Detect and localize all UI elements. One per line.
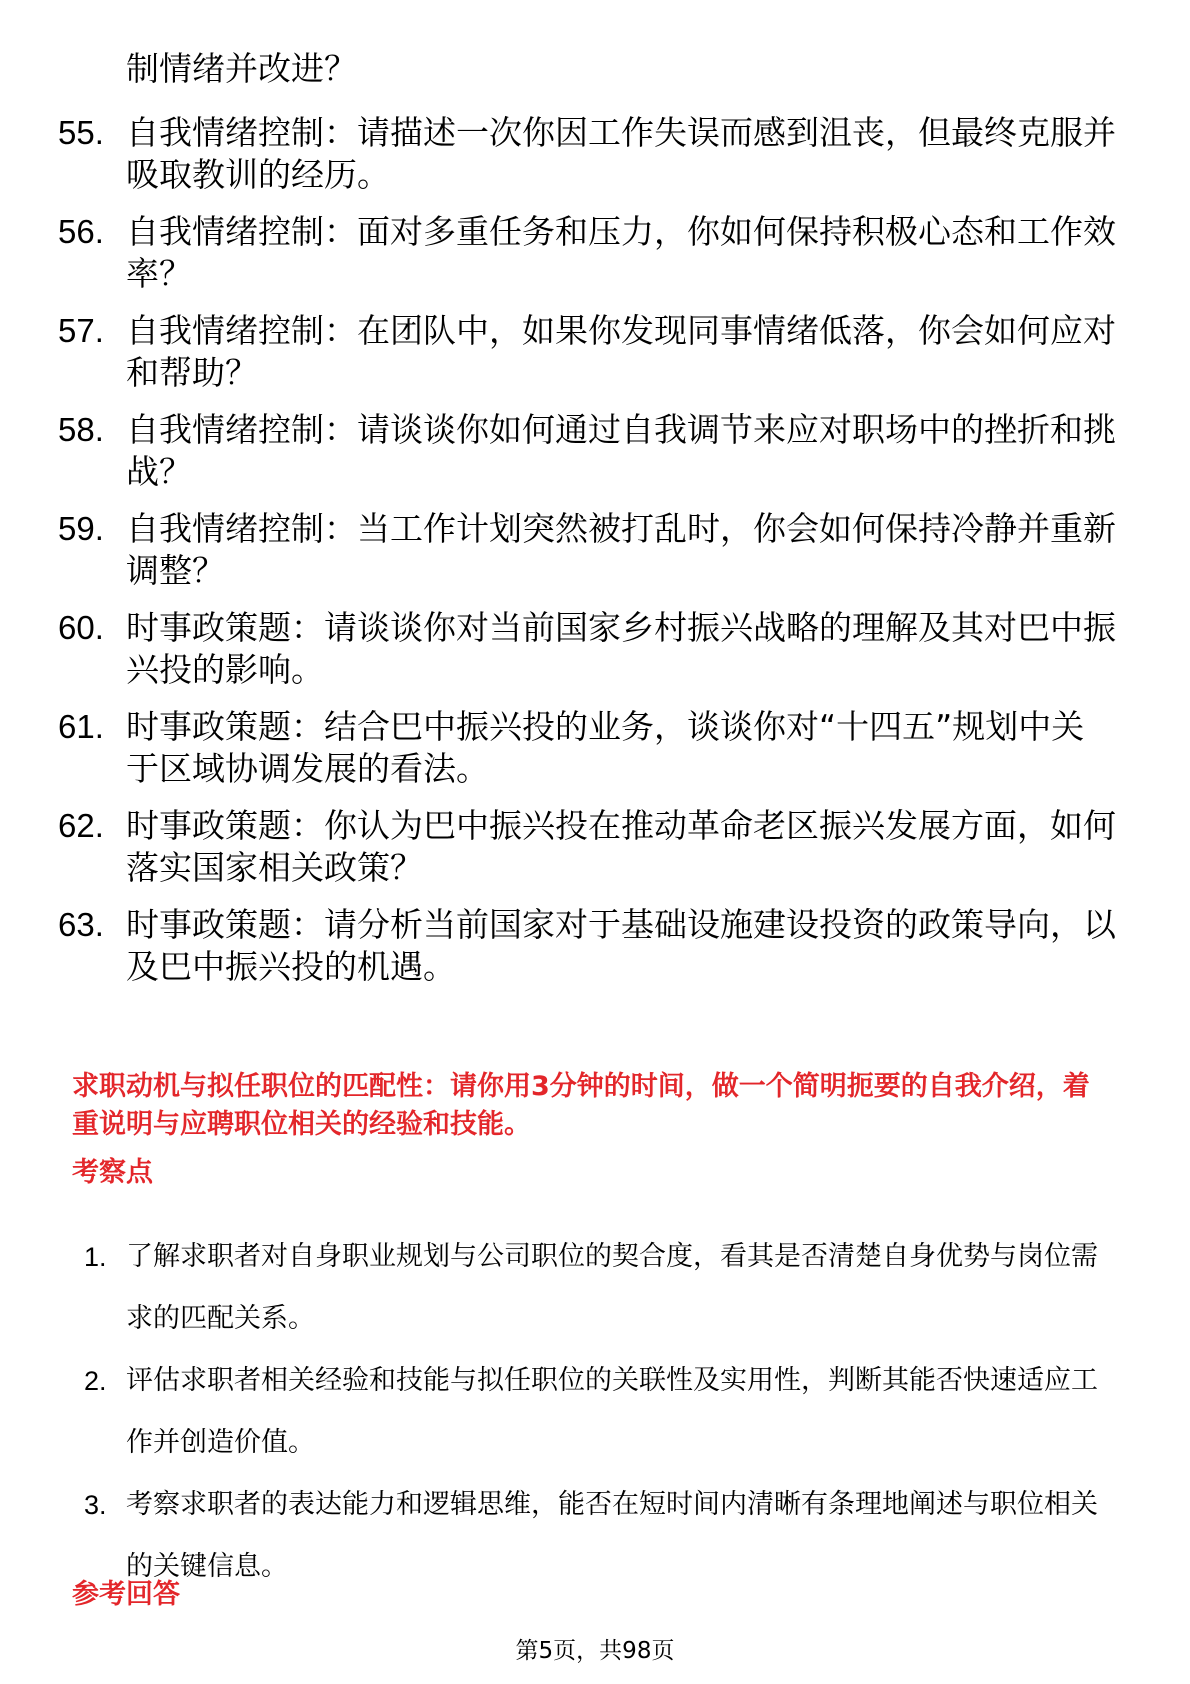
section-question-heading: 求职动机与拟任职位的匹配性：请你用3分钟的时间，做一个简明扼要的自我介绍，着重说明与应聘职位相关的经验和技能。 — [72, 1071, 1090, 1140]
question-text: 自我情绪控制：面对多重任务和压力，你如何保持积极心态和工作效率？ — [126, 212, 1116, 293]
list-item — [58, 805, 1118, 904]
point-text: 考察求职者的表达能力和逻辑思维，能否在短时间内清晰有条理地阐述与职位相关的关键信息。 — [126, 1489, 1098, 1582]
page-number-footer: 第5页，共98页 — [515, 1638, 675, 1664]
list-item — [84, 1474, 1124, 1598]
question-text: 时事政策题：结合巴中振兴投的业务，谈谈你对“十四五”规划中关于区域协调发展的看法。 — [126, 707, 1085, 788]
continued-question-text: 制情绪并改进？ — [126, 49, 357, 88]
points-heading: 考察点 — [72, 1157, 153, 1188]
question-number: 62. — [58, 807, 104, 844]
question-number: 56. — [58, 213, 104, 250]
question-list — [58, 112, 1118, 1003]
answer-heading: 参考回答 — [72, 1579, 180, 1610]
list-item — [84, 1226, 1124, 1350]
list-item — [58, 211, 1118, 310]
question-text: 自我情绪控制：当工作计划突然被打乱时，你会如何保持冷静并重新调整？ — [126, 509, 1116, 590]
question-text: 自我情绪控制：请描述一次你因工作失误而感到沮丧，但最终克服并吸取教训的经历。 — [126, 113, 1116, 194]
point-number: 1. — [84, 1242, 107, 1272]
list-item — [84, 1350, 1124, 1474]
list-item — [58, 904, 1118, 1003]
question-text: 时事政策题：请谈谈你对当前国家乡村振兴战略的理解及其对巴中振兴投的影响。 — [126, 608, 1116, 689]
list-item — [58, 607, 1118, 706]
points-list — [84, 1226, 1124, 1598]
question-text: 时事政策题：请分析当前国家对于基础设施建设投资的政策导向，以及巴中振兴投的机遇。 — [126, 905, 1116, 986]
list-item — [58, 112, 1118, 211]
point-text: 了解求职者对自身职业规划与公司职位的契合度，看其是否清楚自身优势与岗位需求的匹配关系。 — [126, 1241, 1098, 1334]
list-item — [58, 508, 1118, 607]
point-number: 2. — [84, 1366, 107, 1396]
question-text: 时事政策题：你认为巴中振兴投在推动革命老区振兴发展方面，如何落实国家相关政策？ — [126, 806, 1116, 887]
point-text: 评估求职者相关经验和技能与拟任职位的关联性及实用性，判断其能否快速适应工作并创造价值。 — [126, 1365, 1098, 1458]
question-text: 自我情绪控制：在团队中，如果你发现同事情绪低落，你会如何应对和帮助？ — [126, 311, 1116, 392]
question-number: 57. — [58, 312, 104, 349]
question-number: 61. — [58, 708, 104, 745]
question-text: 自我情绪控制：请谈谈你如何通过自我调节来应对职场中的挫折和挑战？ — [126, 410, 1116, 491]
question-number: 55. — [58, 114, 104, 151]
question-number: 60. — [58, 609, 104, 646]
question-number: 63. — [58, 906, 104, 943]
point-number: 3. — [84, 1490, 107, 1520]
list-item — [58, 310, 1118, 409]
question-number: 59. — [58, 510, 104, 547]
list-item — [58, 409, 1118, 508]
list-item — [58, 706, 1118, 805]
question-number: 58. — [58, 411, 104, 448]
